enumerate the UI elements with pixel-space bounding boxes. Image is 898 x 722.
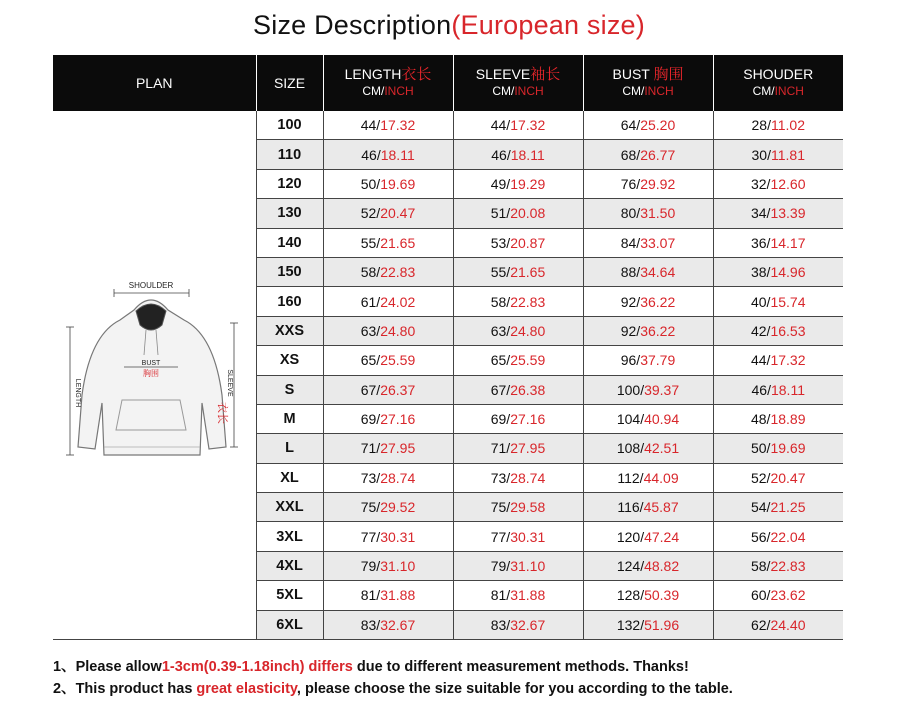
size-cell: XXS	[256, 316, 323, 345]
shoulder-cell: 50/19.69	[713, 434, 843, 463]
sleeve-cell: 71/27.95	[453, 434, 583, 463]
sleeve-cell: 83/32.67	[453, 610, 583, 639]
shoulder-cell: 60/23.62	[713, 581, 843, 610]
size-cell: XXL	[256, 493, 323, 522]
length-cell: 71/27.95	[323, 434, 453, 463]
bust-cell: 76/29.92	[583, 169, 713, 198]
bust-cell: 68/26.77	[583, 140, 713, 169]
diagram-sleeve-cn-label: 衣长	[216, 402, 229, 425]
sleeve-cell: 51/20.08	[453, 199, 583, 228]
page-title	[0, 8, 898, 42]
length-cell: 81/31.88	[323, 581, 453, 610]
sleeve-cell: 46/18.11	[453, 140, 583, 169]
shoulder-cell: 54/21.25	[713, 493, 843, 522]
length-cell: 69/27.16	[323, 404, 453, 433]
size-cell: 130	[256, 199, 323, 228]
shoulder-cell: 56/22.04	[713, 522, 843, 551]
hoodie-diagram	[64, 275, 244, 475]
title-main: Size Description	[253, 10, 452, 40]
header-length: LENGTH衣长 CM/INCH	[323, 55, 453, 111]
plan-cell	[53, 111, 256, 640]
sleeve-cell: 49/19.29	[453, 169, 583, 198]
length-cell: 61/24.02	[323, 287, 453, 316]
sleeve-cell: 73/28.74	[453, 463, 583, 492]
header-shoulder: SHOUDER CM/INCH	[713, 55, 843, 111]
length-cell: 63/24.80	[323, 316, 453, 345]
length-cell: 83/32.67	[323, 610, 453, 639]
length-cell: 55/21.65	[323, 228, 453, 257]
sleeve-cell: 75/29.58	[453, 493, 583, 522]
size-table	[53, 55, 843, 640]
sleeve-cell: 44/17.32	[453, 111, 583, 140]
length-cell: 73/28.74	[323, 463, 453, 492]
size-cell: XS	[256, 346, 323, 375]
sleeve-cell: 81/31.88	[453, 581, 583, 610]
shoulder-cell: 62/24.40	[713, 610, 843, 639]
length-cell: 50/19.69	[323, 169, 453, 198]
bust-cell: 104/40.94	[583, 404, 713, 433]
bust-cell: 92/36.22	[583, 287, 713, 316]
length-cell: 75/29.52	[323, 493, 453, 522]
bust-cell: 64/25.20	[583, 111, 713, 140]
shoulder-cell: 36/14.17	[713, 228, 843, 257]
length-cell: 46/18.11	[323, 140, 453, 169]
bust-cell: 132/51.96	[583, 610, 713, 639]
sleeve-cell: 58/22.83	[453, 287, 583, 316]
bust-cell: 112/44.09	[583, 463, 713, 492]
size-cell: 120	[256, 169, 323, 198]
notes	[53, 656, 733, 700]
sleeve-cell: 79/31.10	[453, 551, 583, 580]
sleeve-cell: 65/25.59	[453, 346, 583, 375]
shoulder-cell: 38/14.96	[713, 257, 843, 286]
size-cell: L	[256, 434, 323, 463]
header-size: SIZE	[256, 55, 323, 111]
bust-cell: 120/47.24	[583, 522, 713, 551]
sleeve-cell: 69/27.16	[453, 404, 583, 433]
size-cell: S	[256, 375, 323, 404]
note-1: 1、Please allow1-3cm(0.39-1.18inch) differs due to different measurement methods. Thanks!	[53, 659, 689, 675]
diagram-sleeve-label: SLEEVE	[226, 369, 234, 397]
size-cell: 4XL	[256, 551, 323, 580]
sleeve-cell: 67/26.38	[453, 375, 583, 404]
size-cell: 100	[256, 111, 323, 140]
diagram-shoulder-label: SHOULDER	[129, 281, 174, 291]
shoulder-cell: 46/18.11	[713, 375, 843, 404]
size-cell: 5XL	[256, 581, 323, 610]
bust-cell: 124/48.82	[583, 551, 713, 580]
size-cell: 160	[256, 287, 323, 316]
length-cell: 52/20.47	[323, 199, 453, 228]
size-cell: XL	[256, 463, 323, 492]
bust-cell: 96/37.79	[583, 346, 713, 375]
bust-cell: 128/50.39	[583, 581, 713, 610]
bust-cell: 100/39.37	[583, 375, 713, 404]
size-cell: 140	[256, 228, 323, 257]
shoulder-cell: 30/11.81	[713, 140, 843, 169]
shoulder-cell: 58/22.83	[713, 551, 843, 580]
length-cell: 58/22.83	[323, 257, 453, 286]
table-row	[53, 111, 843, 140]
bust-cell: 92/36.22	[583, 316, 713, 345]
bust-cell: 108/42.51	[583, 434, 713, 463]
table-header-row	[53, 55, 843, 111]
shoulder-cell: 44/17.32	[713, 346, 843, 375]
diagram-length-label: LENGTH	[74, 378, 82, 408]
length-cell: 79/31.10	[323, 551, 453, 580]
length-cell: 65/25.59	[323, 346, 453, 375]
length-cell: 44/17.32	[323, 111, 453, 140]
length-cell: 77/30.31	[323, 522, 453, 551]
shoulder-cell: 42/16.53	[713, 316, 843, 345]
size-cell: 150	[256, 257, 323, 286]
bust-cell: 116/45.87	[583, 493, 713, 522]
sleeve-cell: 53/20.87	[453, 228, 583, 257]
shoulder-cell: 34/13.39	[713, 199, 843, 228]
header-bust: BUST 胸围 CM/INCH	[583, 55, 713, 111]
bust-cell: 84/33.07	[583, 228, 713, 257]
shoulder-cell: 48/18.89	[713, 404, 843, 433]
size-cell: 3XL	[256, 522, 323, 551]
diagram-bust-label: BUST	[141, 360, 161, 368]
header-sleeve: SLEEVE袖长 CM/INCH	[453, 55, 583, 111]
shoulder-cell: 28/11.02	[713, 111, 843, 140]
title-accent: (European size)	[451, 10, 645, 40]
header-plan: PLAN	[53, 55, 256, 111]
sleeve-cell: 63/24.80	[453, 316, 583, 345]
bust-cell: 80/31.50	[583, 199, 713, 228]
note-2: 2、This product has great elasticity, please choose the size suitable for you according to the table.	[53, 681, 733, 697]
sleeve-cell: 55/21.65	[453, 257, 583, 286]
diagram-bust-cn-label: 胸围	[143, 369, 160, 379]
sleeve-cell: 77/30.31	[453, 522, 583, 551]
bust-cell: 88/34.64	[583, 257, 713, 286]
table-body	[53, 111, 843, 640]
size-cell: M	[256, 404, 323, 433]
shoulder-cell: 32/12.60	[713, 169, 843, 198]
length-cell: 67/26.37	[323, 375, 453, 404]
size-cell: 6XL	[256, 610, 323, 639]
shoulder-cell: 40/15.74	[713, 287, 843, 316]
size-cell: 110	[256, 140, 323, 169]
shoulder-cell: 52/20.47	[713, 463, 843, 492]
